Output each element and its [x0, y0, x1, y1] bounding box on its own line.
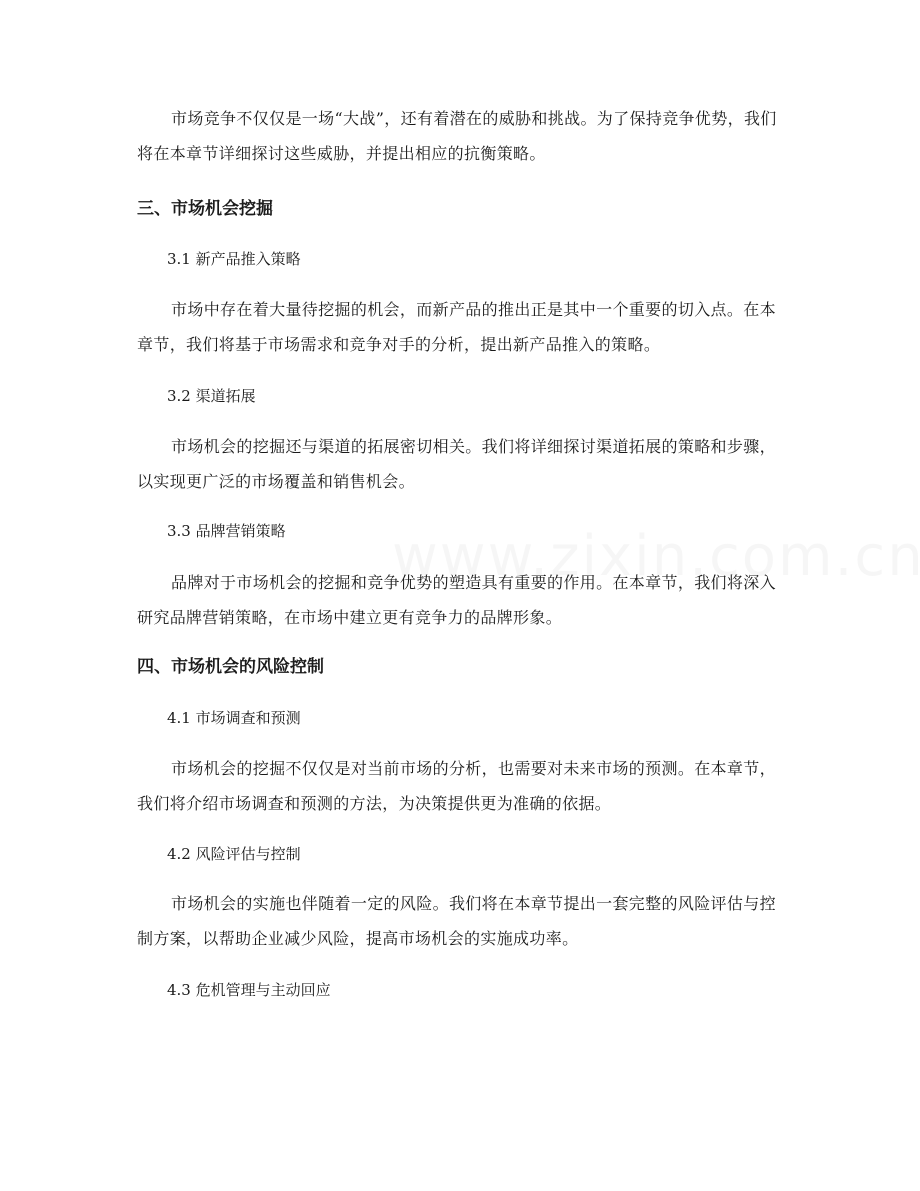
subsection-body-3-2: 市场机会的挖掘还与渠道的拓展密切相关。我们将详细探讨渠道拓展的策略和步骤，以实现更广泛的市场覆盖和销售机会。 — [137, 437, 776, 491]
intro-paragraph: 市场竞争不仅仅是一场“大战”，还有着潜在的威胁和挑战。为了保持竞争优势，我们将在本章节详细探讨这些威胁，并提出相应的抗衡策略。 — [137, 109, 777, 163]
section-heading-3: 三、市场机会挖掘 — [137, 199, 273, 219]
subsection-body-3-3: 品牌对于市场机会的挖掘和竞争优势的塑造具有重要的作用。在本章节，我们将深入研究品牌营销策略，在市场中建立更有竞争力的品牌形象。 — [137, 573, 776, 627]
subsection-title-3-3: 3.3 品牌营销策略 — [167, 522, 286, 540]
subsection-title-3-1: 3.1 新产品推入策略 — [167, 250, 301, 268]
subsection-body-4-1: 市场机会的挖掘不仅仅是对当前市场的分析，也需要对未来市场的预测。在本章节，我们将介绍市场调查和预测的方法，为决策提供更为准确的依据。 — [137, 759, 776, 813]
subsection-body-3-1: 市场中存在着大量待挖掘的机会，而新产品的推出正是其中一个重要的切入点。在本章节，我们将基于市场需求和竞争对手的分析，提出新产品推入的策略。 — [137, 300, 776, 354]
subsection-title-4-2: 4.2 风险评估与控制 — [167, 845, 301, 863]
subsection-title-4-3: 4.3 危机管理与主动回应 — [167, 981, 331, 999]
section-heading-4: 四、市场机会的风险控制 — [137, 657, 324, 677]
subsection-title-3-2: 3.2 渠道拓展 — [167, 387, 256, 405]
subsection-title-4-1: 4.1 市场调查和预测 — [167, 709, 301, 727]
subsection-body-4-2: 市场机会的实施也伴随着一定的风险。我们将在本章节提出一套完整的风险评估与控制方案，以帮助企业减少风险，提高市场机会的实施成功率。 — [137, 894, 776, 948]
